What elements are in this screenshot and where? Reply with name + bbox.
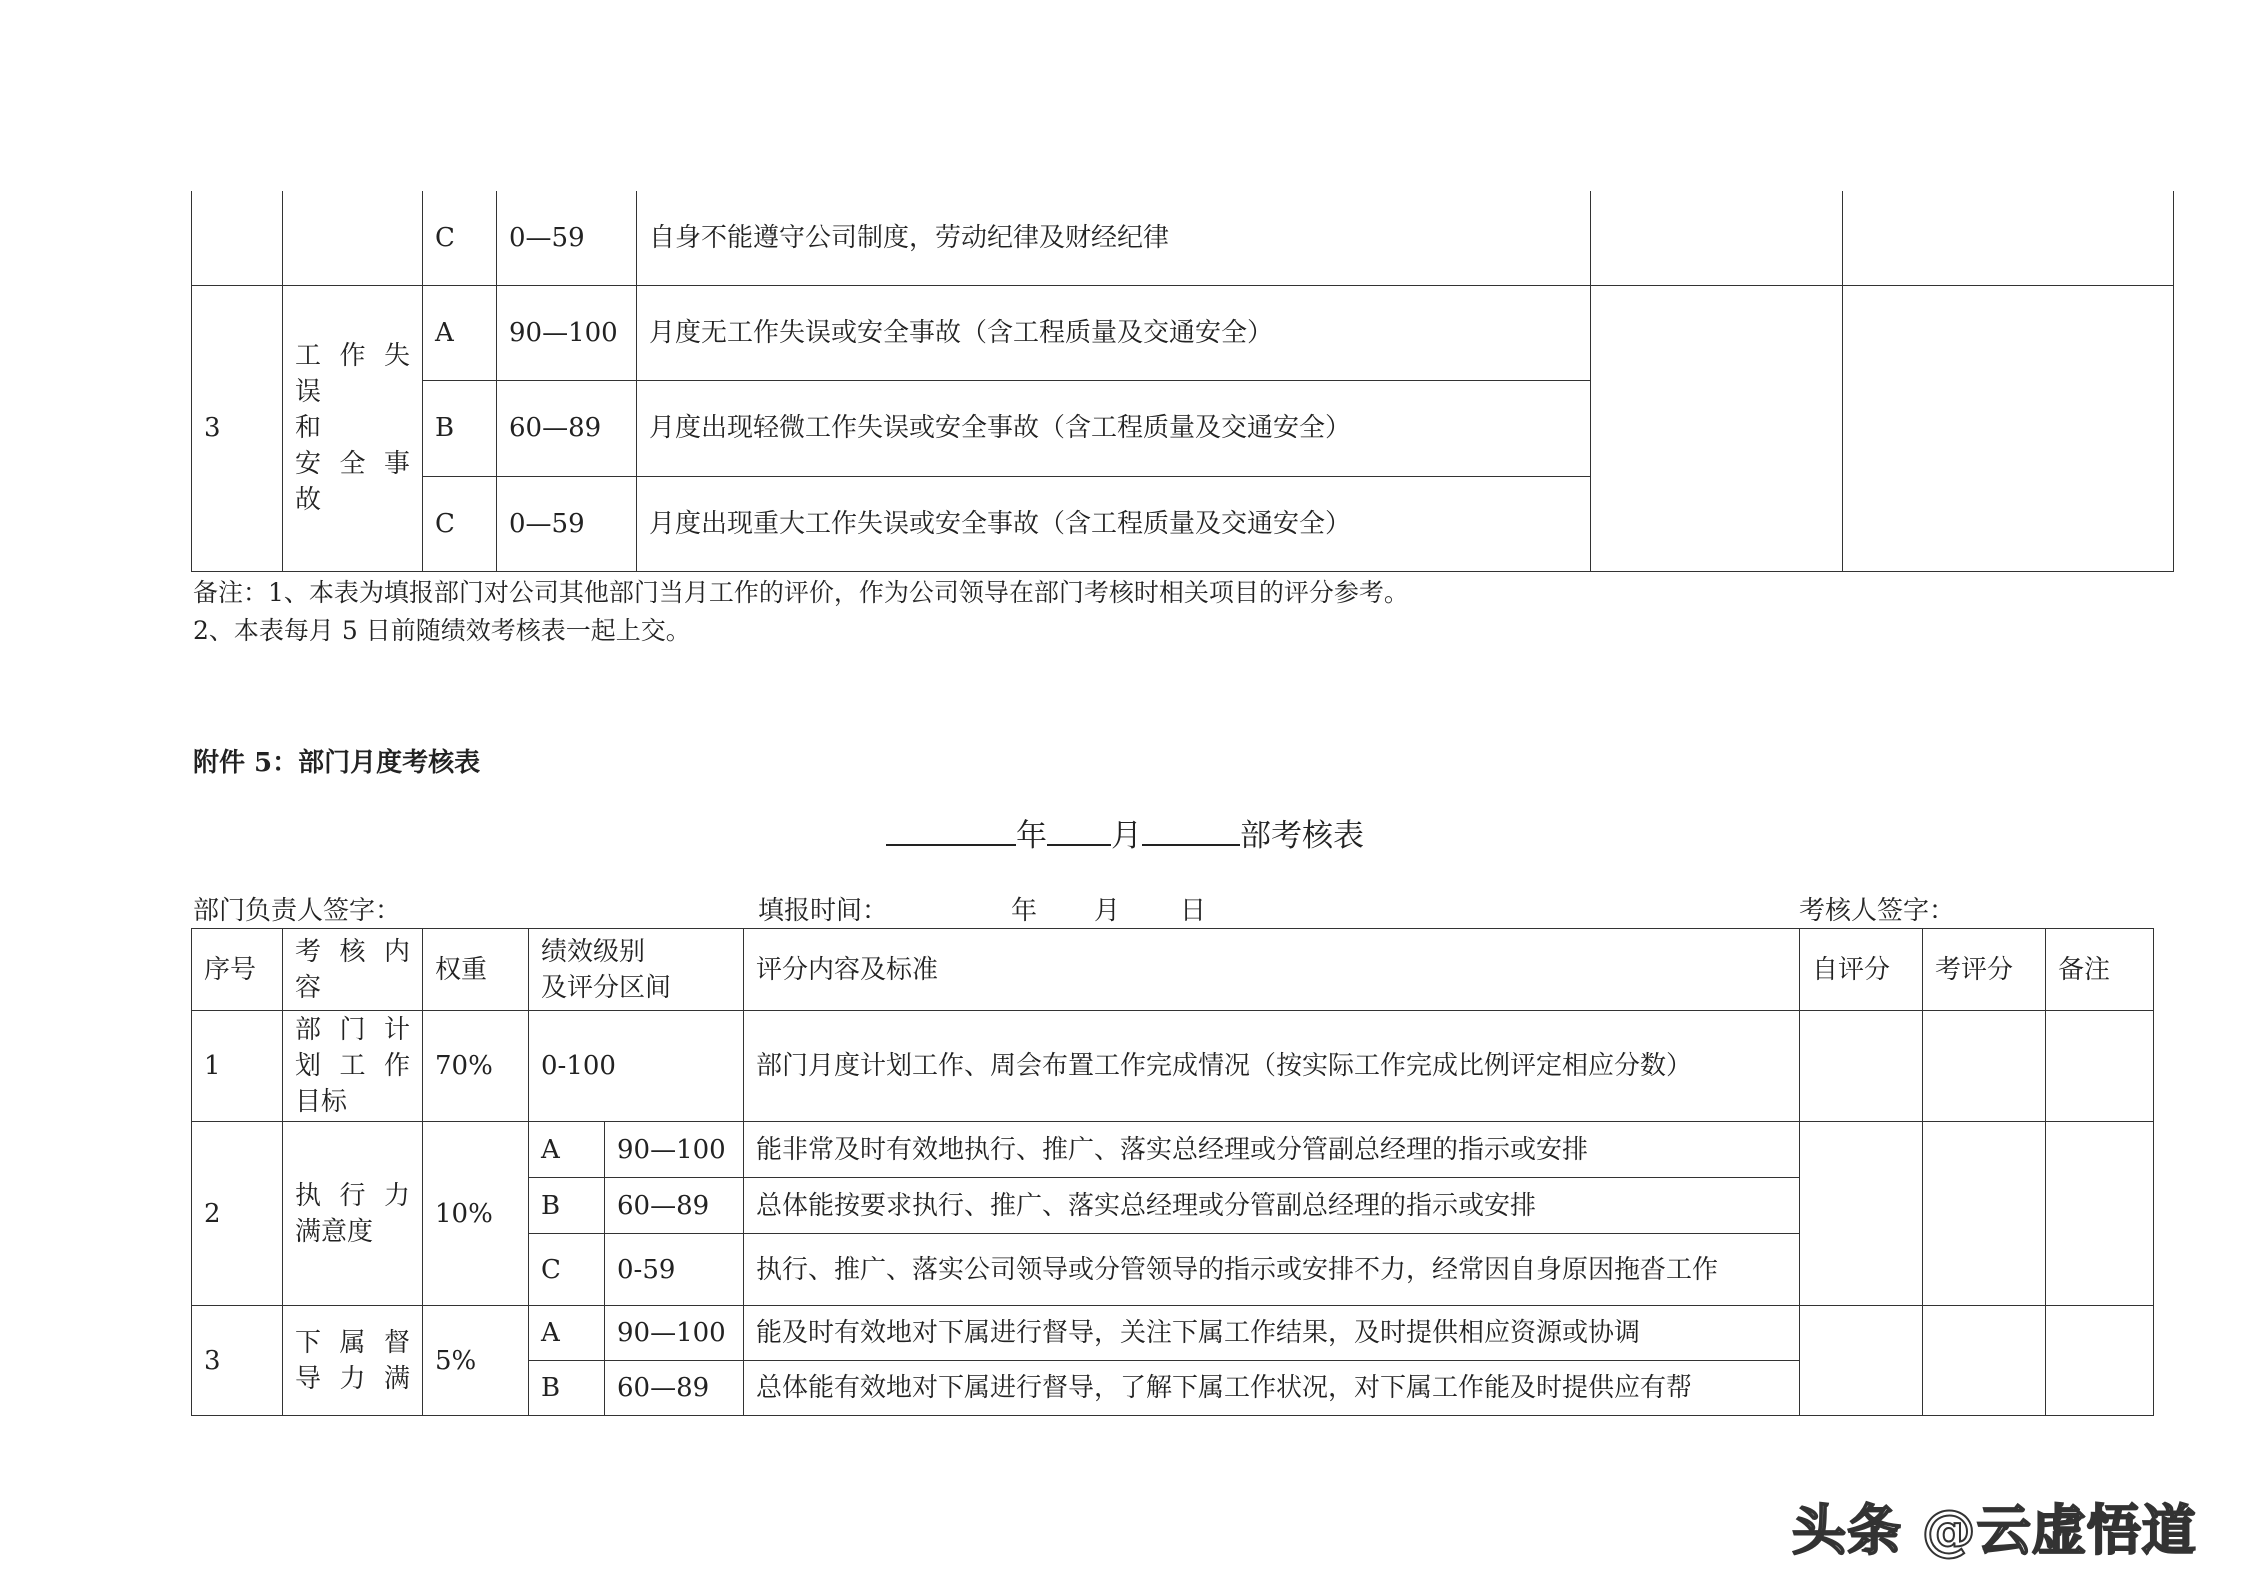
grade: B [423,380,497,476]
row-item [283,1122,423,1306]
table-row [192,1306,2154,1361]
label-line: 划工作 [295,1051,410,1081]
note-1: 备注：1、本表为填报部门对公司其他部门当月工作的评价，作为公司领导在部门考核时相关项目的评分参考。 [193,578,1409,607]
self-score-cell[interactable] [1800,1011,1923,1122]
criteria: 能非常及时有效地执行、推广、落实总经理或分管副总经理的指示或安排 [744,1122,1800,1178]
range: 0-59 [605,1234,744,1306]
header-item [283,929,423,1011]
remark-cell[interactable] [2046,1306,2154,1416]
label-line: 满意度 [295,1216,374,1247]
row-no: 3 [192,1306,283,1416]
criteria: 月度出现轻微工作失误或安全事故（含工程质量及交通安全） [637,380,1591,476]
range: 90—100 [497,285,637,380]
row-weight: 5% [423,1306,529,1416]
row-no: 3 [192,285,283,571]
criteria: 月度无工作失误或安全事故（含工程质量及交通安全） [637,285,1591,380]
self-score-cell[interactable] [1800,1306,1923,1416]
header-no: 序号 [192,929,283,1011]
label-line: 执行力 [295,1180,410,1211]
label-line: 故 [295,485,322,515]
criteria: 能及时有效地对下属进行督导，关注下属工作结果，及时提供相应资源或协调 [744,1306,1800,1361]
year-label: 年 [1016,818,1047,854]
range: 90—100 [605,1306,744,1361]
range: 0—59 [497,191,637,285]
range: 90—100 [605,1122,744,1178]
grade: C [423,191,497,285]
grade: A [529,1122,605,1178]
label-line: 目标 [295,1087,348,1117]
row-item [283,191,423,285]
header-criteria: 评分内容及标准 [744,929,1800,1011]
row-no: 2 [192,1122,283,1306]
fill-day-label: 日 [1180,896,1207,926]
header-assess-score: 考评分 [1923,929,2046,1011]
grade: C [529,1234,605,1306]
row-weight: 10% [423,1122,529,1306]
watermark: 头条 @云虚悟道 [1792,1499,2197,1562]
empty-cell [1591,191,1843,285]
header-grade [529,929,744,1011]
attachment-title: 附件 5：部门月度考核表 [193,748,481,778]
assess-score-cell[interactable] [1923,1011,2046,1122]
assess-score-cell[interactable] [1923,1122,2046,1306]
label-line: 工作失 [295,341,410,371]
row-no: 1 [192,1011,283,1122]
empty-cell [1843,191,2174,285]
range: 60—89 [497,380,637,476]
monthly-assessment-table [191,928,2154,1416]
assess-score-cell[interactable] [1923,1306,2046,1416]
fill-month-label: 月 [1094,896,1121,926]
range: 60—89 [605,1178,744,1234]
empty-cell [1591,285,1843,571]
table-row [192,1011,2154,1122]
label-line: 容 [295,972,322,1003]
grade: B [529,1361,605,1416]
label-line: 下属督 [295,1327,410,1358]
header-weight: 权重 [423,929,529,1011]
header-remark: 备注 [2046,929,2154,1011]
assessor-signature-label: 考核人签字： [1799,896,1956,926]
header-row [192,929,2154,1011]
month-label: 月 [1111,818,1142,854]
row-item [283,1306,423,1416]
self-score-cell[interactable] [1800,1122,1923,1306]
remark-cell[interactable] [2046,1122,2154,1306]
table-row [192,191,2174,285]
label-line: 和 [295,413,322,443]
table-row [192,285,2174,380]
title-suffix: 部考核表 [1240,818,1364,854]
row-item [283,285,423,571]
month-blank[interactable] [1047,814,1111,846]
criteria: 总体能有效地对下属进行督导，了解下属工作状况，对下属工作能及时提供应有帮 [744,1361,1800,1416]
criteria: 部门月度计划工作、周会布置工作完成情况（按实际工作完成比例评定相应分数） [744,1011,1800,1122]
label-line: 导力满 [295,1363,410,1394]
row-no [192,191,283,285]
row-item [283,1011,423,1122]
note-2: 2、本表每月 5 日前随绩效考核表一起上交。 [193,616,691,645]
empty-cell [1843,285,2174,571]
dept-head-signature-label: 部门负责人签字： [193,896,402,926]
criteria: 总体能按要求执行、推广、落实总经理或分管副总经理的指示或安排 [744,1178,1800,1234]
grade: C [423,476,497,571]
label-line: 安全事 [295,449,410,479]
grade: B [529,1178,605,1234]
range: 60—89 [605,1361,744,1416]
label-line: 绩效级别 [541,936,646,967]
year-blank[interactable] [886,814,1016,846]
label-line: 考核内 [295,936,410,967]
criteria: 自身不能遵守公司制度，劳动纪律及财经纪律 [637,191,1591,285]
form-title [886,810,1364,855]
department-blank[interactable] [1142,814,1240,846]
fill-time-label: 填报时间： [758,896,889,926]
row-weight: 70% [423,1011,529,1122]
table-row [192,1122,2154,1178]
range: 0-100 [529,1011,744,1122]
label-line: 误 [295,377,322,407]
label-line: 部门计 [295,1015,410,1045]
fill-year-label: 年 [1011,896,1038,926]
grade: A [423,285,497,380]
remark-cell[interactable] [2046,1011,2154,1122]
previous-assessment-table [191,191,2174,572]
criteria: 执行、推广、落实公司领导或分管领导的指示或安排不力，经常因自身原因拖沓工作 [744,1234,1800,1306]
label-line: 及评分区间 [541,972,672,1003]
grade: A [529,1306,605,1361]
criteria: 月度出现重大工作失误或安全事故（含工程质量及交通安全） [637,476,1591,571]
range: 0—59 [497,476,637,571]
header-self-score: 自评分 [1800,929,1923,1011]
